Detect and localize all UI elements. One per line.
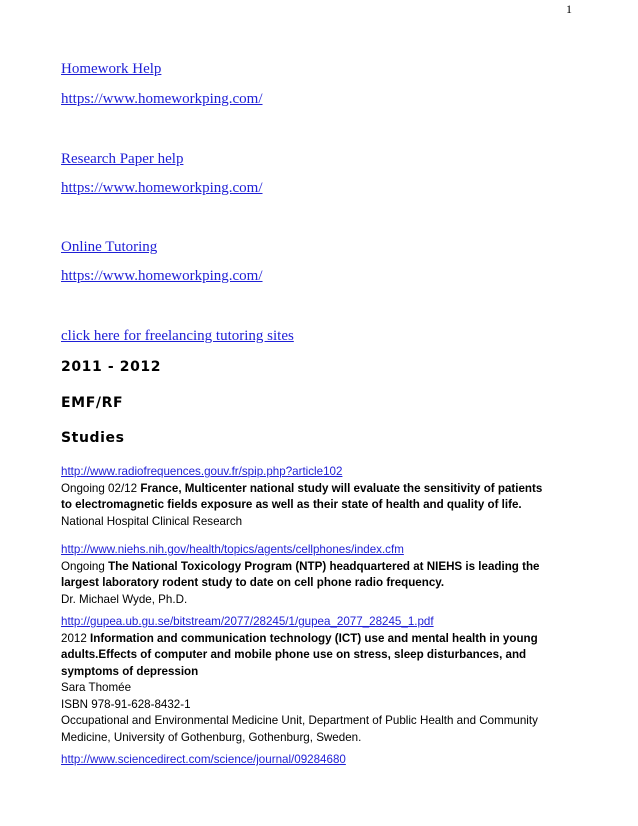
page-number: 1 [566,2,572,16]
years-heading: 2011 - 2012 [61,359,162,375]
study-detail: Dr. Michael Wyde, Ph.D. [61,592,188,606]
freelancing-tutoring-link[interactable]: click here for freelancing tutoring sites [61,328,294,344]
study-title-line: symptoms of depression [61,664,199,678]
study-url[interactable]: http://www.sciencedirect.com/science/journal/09284680 [61,753,346,766]
study-isbn: ISBN 978-91-628-8432-1 [61,697,191,711]
study-entry [61,542,571,608]
study-status: 2012 [61,631,87,645]
study-affiliation: Occupational and Environmental Medicine Unit, Department of Public Health and Community [61,714,538,727]
topic-heading: EMF/RF [61,395,124,411]
research-paper-help-link[interactable]: Research Paper help [61,151,184,167]
study-detail: National Hospital Clinical Research [61,514,243,528]
study-url[interactable]: http://www.radiofrequences.gouv.fr/spip.php?article102 [61,465,343,478]
study-entry [61,464,571,530]
study-entry [61,614,571,746]
study-title-line: France, Multicenter national study will evaluate the sensitivity of patients [140,481,543,495]
study-url[interactable]: http://www.niehs.nih.gov/health/topics/agents/cellphones/index.cfm [61,543,404,556]
study-title-line: adults.Effects of computer and mobile phone use on stress, sleep disturbances, and [61,648,527,661]
study-entry [61,752,571,769]
study-status: Ongoing 02/12 [61,481,138,495]
study-author: Sara Thomée [61,681,132,694]
study-status: Ongoing [61,559,105,573]
homework-help-link[interactable]: Homework Help [61,61,162,77]
online-tutoring-url[interactable]: https://www.homeworkping.com/ [61,268,263,284]
study-url[interactable]: http://gupea.ub.gu.se/bitstream/2077/28245/1/gupea_2077_28245_1.pdf [61,615,434,628]
studies-heading: Studies [61,430,125,446]
homework-help-url[interactable]: https://www.homeworkping.com/ [61,91,263,107]
study-title-line: to electromagnetic fields exposure as well as their state of health and quality of life. [61,498,522,511]
study-title-line: The National Toxicology Program (NTP) headquartered at NIEHS is leading the [108,559,540,573]
study-title-line: largest laboratory rodent study to date on cell phone radio frequency. [61,576,445,589]
online-tutoring-link[interactable]: Online Tutoring [61,239,158,255]
study-affiliation: Medicine, University of Gothenburg, Gothenburg, Sweden. [61,730,362,744]
study-title-line: Information and communication technology (ICT) use and mental health in young [90,631,538,645]
research-paper-help-url[interactable]: https://www.homeworkping.com/ [61,180,263,196]
